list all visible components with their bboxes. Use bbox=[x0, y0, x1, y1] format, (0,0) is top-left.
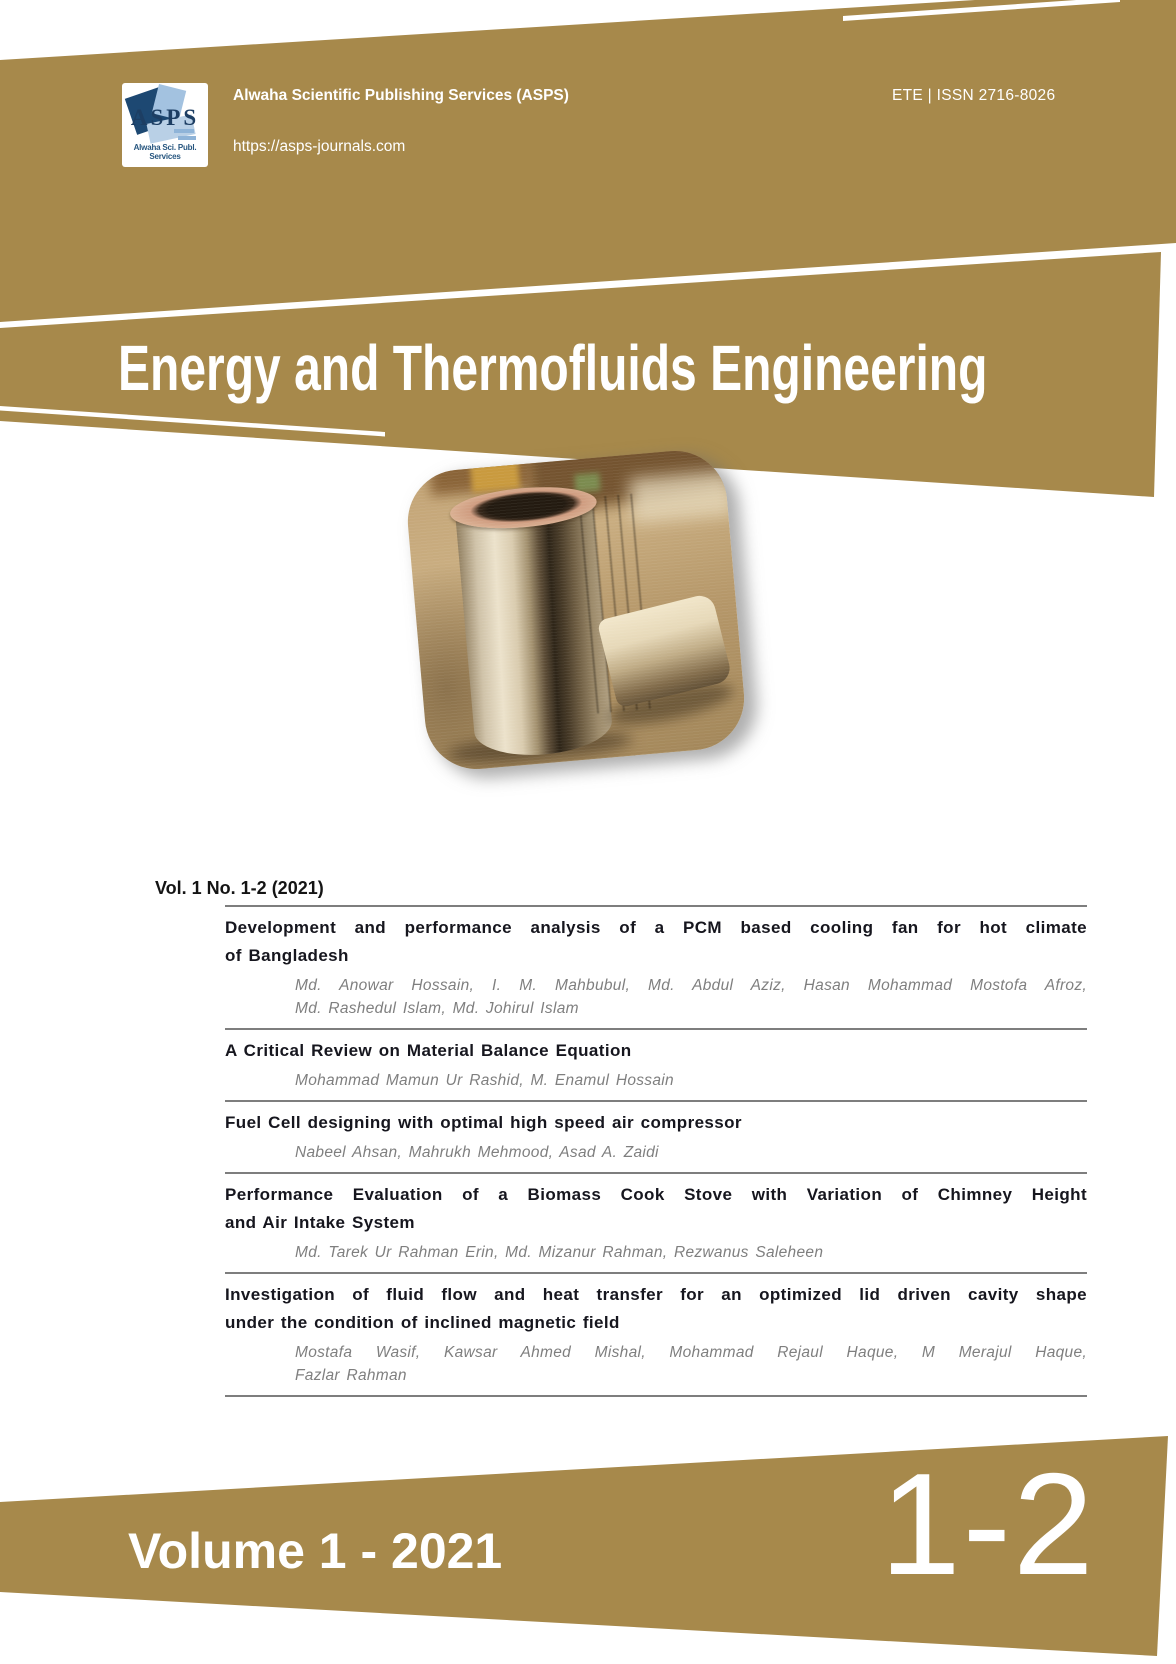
article-authors bbox=[225, 1141, 1087, 1164]
logo-caption: Alwaha Sci. Publ. Services bbox=[133, 143, 197, 161]
text-line: Md. Anowar Hossain, I. M. Mahbubul, Md. Abdul Aziz, Hasan Mohammad Mostofa Afroz, bbox=[295, 977, 1087, 994]
article-title bbox=[225, 914, 1087, 970]
article-authors bbox=[225, 1341, 1087, 1387]
toc-article-row bbox=[225, 1028, 1087, 1100]
text-line: Md. Tarek Ur Rahman Erin, Md. Mizanur Rahman, Rezwanus Saleheen bbox=[295, 1244, 824, 1261]
publisher-url-link[interactable]: https://asps-journals.com bbox=[233, 138, 406, 155]
text-line: Fuel Cell designing with optimal high speed air compressor bbox=[225, 1113, 742, 1132]
toc-article-row bbox=[225, 1172, 1087, 1272]
toc-article-row bbox=[225, 1272, 1087, 1395]
text-line: Investigation of fluid flow and heat transfer for an optimized lid driven cavity shape bbox=[225, 1285, 1087, 1304]
photo-texture-overlay bbox=[404, 447, 749, 774]
article-title bbox=[225, 1109, 1087, 1137]
text-line: Fazlar Rahman bbox=[295, 1367, 407, 1384]
article-authors bbox=[225, 1241, 1087, 1264]
publisher-name: Alwaha Scientific Publishing Services (ASPS) bbox=[233, 87, 569, 104]
article-title bbox=[225, 1181, 1087, 1237]
text-line: Md. Rashedul Islam, Md. Johirul Islam bbox=[295, 1000, 579, 1017]
article-title bbox=[225, 1037, 1087, 1065]
journal-issn: ETE | ISSN 2716-8026 bbox=[892, 87, 1056, 104]
article-authors bbox=[225, 974, 1087, 1020]
text-line: Mostafa Wasif, Kawsar Ahmed Mishal, Mohammad Rejaul Haque, M Merajul Haque, bbox=[295, 1344, 1087, 1361]
volume-label: Volume 1 - 2021 bbox=[128, 1523, 503, 1579]
cover-photo-cook-stove bbox=[404, 447, 749, 774]
toc-article-row bbox=[225, 1100, 1087, 1172]
logo-acronym: ASPS bbox=[130, 105, 200, 130]
issue-heading: Vol. 1 No. 1-2 (2021) bbox=[155, 878, 324, 898]
article-authors bbox=[225, 1069, 1087, 1092]
toc-article-row bbox=[225, 905, 1087, 1028]
text-line: of Bangladesh bbox=[225, 946, 349, 965]
table-of-contents bbox=[225, 905, 1087, 1397]
article-title bbox=[225, 1281, 1087, 1337]
text-line: Mohammad Mamun Ur Rashid, M. Enamul Hossain bbox=[295, 1072, 674, 1089]
journal-title: Energy and Thermofluids Engineering bbox=[118, 332, 988, 404]
text-line: Nabeel Ahsan, Mahrukh Mehmood, Asad A. Zaidi bbox=[295, 1144, 659, 1161]
issue-number-label: 1-2 bbox=[880, 1443, 1096, 1605]
text-line: under the condition of inclined magnetic field bbox=[225, 1313, 620, 1332]
text-line: Development and performance analysis of a PCM based cooling fan for hot climate bbox=[225, 918, 1087, 937]
logo-underline-bar bbox=[178, 136, 196, 140]
text-line: and Air Intake System bbox=[225, 1213, 415, 1232]
text-line: A Critical Review on Material Balance Equation bbox=[225, 1041, 632, 1060]
asps-logo bbox=[122, 83, 208, 167]
text-line: Performance Evaluation of a Biomass Cook Stove with Variation of Chimney Height bbox=[225, 1185, 1087, 1204]
